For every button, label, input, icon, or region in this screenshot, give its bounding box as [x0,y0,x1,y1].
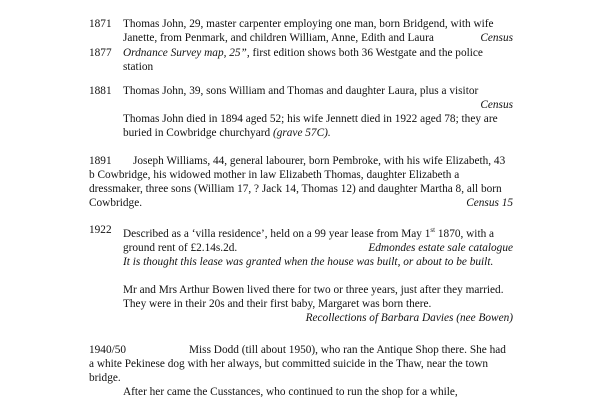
entry-source: Census [480,99,513,111]
entry-1871 [89,17,513,45]
entry-year: 1881 [89,85,112,97]
entry-text: Thomas John, 39, sons William and Thomas and daughter Laura, plus a visitor [123,85,479,97]
entry-italic-note: It is thought this lease was granted when the house was built, or about to be built. [123,255,494,268]
entry-text: first edition shows both 36 Westgate and the police station [123,47,483,73]
entry-1881 [89,84,513,140]
entry-text: Joseph Williams, 44, general labourer, born Pembroke, with his wife Elizabeth, 43 b Cowbridge, his widowed mother in law Elizabeth Thomas, daughter Elizabeth a dressmaker, three sons (William 17, ? Jack 14, Thomas 12) and daughter Martha 8, all born Cowbridge. [89,155,506,209]
entry-source: Census 15 [466,197,513,209]
entry-recollection: Recollections of Barbara Davies (nee Bowen) [305,311,513,324]
entry-text: Thomas John, 29, master carpenter employing one man, born Bridgend, with wife Janette, from Penmark, and children William, Anne, Edith and Laura [123,18,494,44]
entry-text-a: Described as a ‘villa residence’, held on a 99 year lease from May 1 [123,227,431,240]
entry-note-ref: (grave 57C). [272,127,331,139]
entry-1891 [89,154,513,210]
entry-text: Miss Dodd (till about 1950), who ran the Antique Shop there. She had a white Pekinese dog with her always, but committed suicide in the Thaw, near the town bridge. [89,344,506,384]
entry-1877 [89,46,513,74]
entry-year: 1877 [89,47,112,59]
entry-year: 1871 [89,18,112,30]
entry-note: Thomas John died in 1894 aged 52; his wife Jennett died in 1922 aged 78; they are buried in Cowbridge churchyard [123,113,498,139]
entry-para: Mr and Mrs Arthur Bowen lived there for two or three years, just after they married. They were in their 20s and their first baby, Margaret was born there. [123,283,504,310]
entry-year: 1922 [89,224,112,236]
entry-text-2: After her came the Cusstances, who continued to run the shop for a while, [123,386,458,398]
entry-text-b: 1870, with a ground rent of £2.14s.2d. [123,227,495,254]
entry-year: 1940/50 [89,344,127,356]
entry-year: 1891 [89,155,112,167]
entry-1922 [89,223,513,325]
entry-title: Ordnance Survey map, 25”, [123,47,250,59]
entry-source: Census [480,32,513,44]
entry-sup: st [430,226,436,234]
entry-source: Edmondes estate sale catalogue [368,241,513,254]
entry-1940-50 [89,343,513,401]
